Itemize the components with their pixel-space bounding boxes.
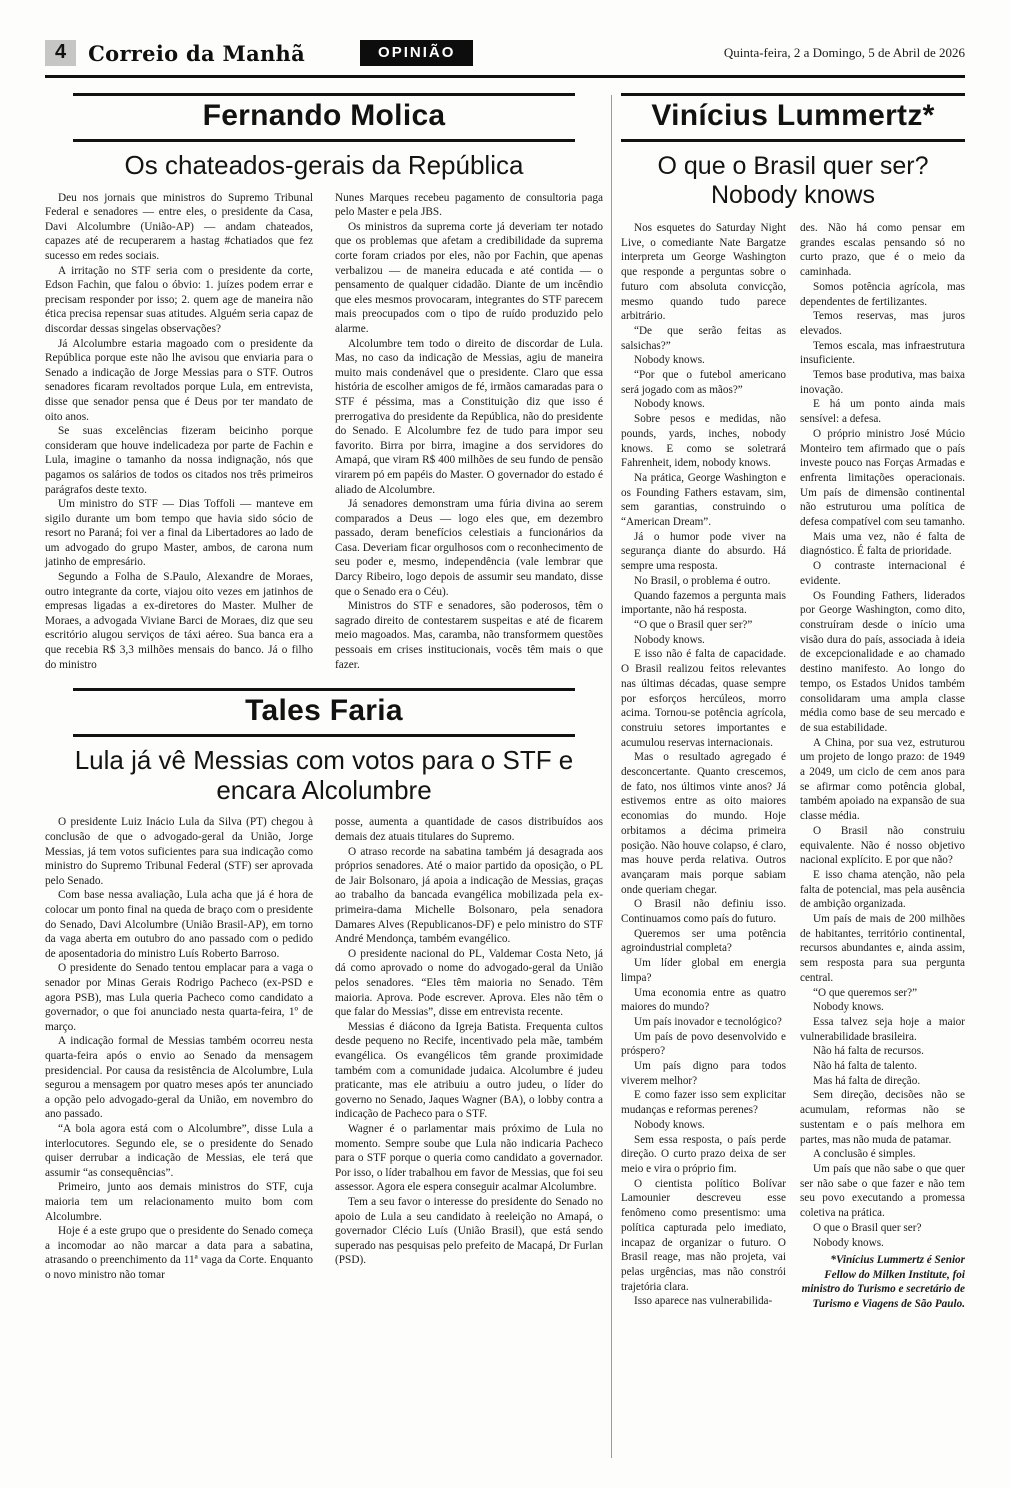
paragraph: Sem direção, decisões não se acumulam, reformas não se sustentam e o país melhora em partes, mas não muda de patamar. (800, 1089, 965, 1146)
page-number (45, 40, 76, 66)
paragraph: Já senadores demonstram uma fúria divina ao serem comparados a Deus — logo eles que, em dezembro passado, deram benefícios celestiais a funcionários da Casa. Deveriam ficar orgulhosos com o reconhecimento de seu poder e, mesmo, independência (vale lembrar que Darcy Ribeiro, logo depois de assumir seu mandato, disse que o Senado era o Céu). (335, 498, 603, 598)
paragraph: Já Alcolumbre estaria magoado com o presidente da República porque este não lhe avisou que enviaria para o Senado a indicação de Jorge Messias para o STF. Outros senadores ficaram revoltados porque Lula, em entrevista, disse que senador pensa que é Deus por ter mandato de oito anos. (45, 337, 313, 423)
paragraph: A conclusão é simples. (813, 1148, 916, 1161)
vertical-divider (611, 95, 612, 1458)
paragraph: Não há falta de talento. (813, 1060, 918, 1073)
body-column-2 (335, 815, 603, 1282)
article-tales-faria (45, 688, 603, 1282)
paragraph: O atraso recorde na sabatina também já desagrada aos próprios senadores. Até o maior partido da oposição, o PL de Jair Bolsonaro, já apoia a indicação de Messias, graças ao trabalho da bancada evangélica mobilizada pela ex-primeira-dama Michelle Bolsonaro, pela senadora Damares Alves (Republicanos-DF) e pelo ministro do STF André Mendonça, também evangélico. (335, 845, 603, 946)
body-column-1 (45, 191, 313, 673)
paragraph: Se suas excelências fizeram beicinho porque consideram que houve indelicadeza por parte de Fachin e Lula, imagine o tamanho da nossa indignação, nós que pagamos os salários de todos os citados nos três primeiros parágrafos deste texto. (45, 425, 313, 496)
paragraph: O que o Brasil quer ser? (813, 1221, 922, 1234)
paragraph: des. Não há como pensar em grandes escalas pensando só no curto prazo, que é o meio da caminhada. (800, 222, 965, 279)
paragraph: “De que serão feitas as salsichas?” (621, 324, 786, 352)
paragraph: O Brasil não definiu isso. Continuamos como país do futuro. (621, 898, 786, 926)
paragraph: Um país que não sabe o que quer ser não sabe o que fazer e não tem seu povo executando a promessa coletiva na prática. (800, 1163, 965, 1220)
paragraph: A indicação formal de Messias também ocorreu nesta quarta-feira após o envio ao Senado da mensagem presidencial. Por causa da resistência de Alcolumbre, Lula segurou a mensagem por quatro meses após ter anunciado a opção pelo advogado-geral da União, em novembro do ano passado. (45, 1035, 313, 1121)
author-name: Vinícius Lummertz* (651, 99, 935, 132)
paragraph: O contraste internacional é evidente. (800, 560, 965, 587)
paragraph: Já o humor pode viver na segurança diante do absurdo. Há sempre uma resposta. (621, 530, 786, 573)
paragraph: Um líder global em energia limpa? (621, 957, 786, 984)
article-body (45, 191, 603, 673)
paragraph: Temos base produtiva, mas baixa inovação. (800, 369, 965, 396)
paragraph: Uma economia entre as quatro maiores do mundo? (621, 986, 786, 1014)
body-column-2 (800, 221, 965, 1311)
paragraph: Os ministros da suprema corte já deveriam ter notado que os problemas que afetam a credibilidade da suprema corte foram criados por eles, não por Fachin, que apenas verbalizou — de maneira educada e até contida — o pensamento de qualquer cidadão. Diante de um incêndio que eles mesmos provocaram, integrantes do STF parecem mais preocupados com o tipo de ruído produzido pelo alarme. (335, 220, 603, 335)
paragraph: Não há falta de recursos. (813, 1045, 924, 1058)
paragraph: Primeiro, junto aos demais ministros do STF, cuja maioria tem um relacionamento muito bom com Alcolumbre. (45, 1181, 313, 1223)
paragraph: A irritação no STF seria com o presidente da corte, Edson Fachin, que falou o óbvio: 1. juízes podem errar e precisam responder por isso; 2. quem age de maneira não ética precisa repensar suas atitudes. Alguém seria capaz de discordar dessas singelas observações? (45, 264, 313, 335)
section-label: OPINIÃO (360, 40, 473, 66)
paragraph: A China, por sua vez, estruturou um projeto de longo prazo: de 1949 a 2049, um ciclo de cem anos para se afirmar como potência global, também apoiado na expansão de sua classe média. (800, 736, 965, 823)
paragraph: “Por que o futebol americano será jogado com as mãos?” (621, 369, 786, 396)
page-number-text: 4 (55, 41, 67, 63)
paragraph: Essa talvez seja hoje a maior vulnerabilidade brasileira. (800, 1015, 965, 1043)
body-column-1 (45, 815, 313, 1282)
paragraph: O Brasil não construiu equivalente. Não é nosso objetivo nacional explícito. E por que não? (800, 824, 965, 867)
left-column-group (45, 93, 603, 1458)
article-fernando-molica (45, 93, 603, 672)
body-column-2 (335, 191, 603, 673)
paragraph: Hoje é a este grupo que o presidente do Senado começa a incomodar ao não marcar a data para a sabatina, atrasando o preenchimento da 11ª vaga da Corte. Enquanto o novo ministro não tomar (45, 1225, 313, 1281)
paragraph: Temos escala, mas infraestrutura insuficiente. (800, 339, 965, 367)
paragraph: Tem a seu favor o interesse do presidente do Senado no apoio de Lula a seu candidato à reeleição no Amapá, o governador Clécio Luís (União Brasil), que está sendo superado nas pesquisas pelo prefeito de Macapá, Dr Furlan (PSD). (335, 1195, 603, 1267)
author-name: Fernando Molica (202, 99, 446, 132)
article-headline: Lula já vê Messias com votos para o STF e encara Alcolumbre (74, 745, 574, 805)
paragraph: “O que o Brasil quer ser?” (634, 618, 753, 631)
paragraph: Deu nos jornais que ministros do Supremo Tribunal Federal e senadores — entre eles, o presidente da Casa, Davi Alcolumbre (União-AP) — andam chateados, capazes até de recuperarem a hastag #chatiados que fez sucesso em redes sociais. (45, 191, 313, 262)
article-vinicius-lummertz (621, 93, 965, 1311)
body-column-2-text (800, 221, 965, 1250)
paragraph: “O que queremos ser?” (813, 986, 918, 999)
masthead-logo: Correio da Manhã (88, 40, 306, 66)
paragraph: E isso chama atenção, não pela falta de potencial, mas pela ausência de ambição organizada. (800, 868, 965, 911)
paragraph: Nobody knows. (634, 398, 705, 411)
paragraph: Nunes Marques recebeu pagamento de consultoria paga pelo Master e pela JBS. (335, 191, 603, 219)
body-column-1 (621, 221, 786, 1311)
paragraph: No Brasil, o problema é outro. (634, 574, 771, 587)
paragraph: Os Founding Fathers, liderados por George Washington, como dito, construíram desde o início uma visão dura do país, associada à ideia de excepcionalidade e ao chamado destino manifesto. Ao longo do tempo, os Estados Unidos também consolidaram uma ampla classe média como base de seu mercado e de sua estabilidade. (800, 589, 965, 734)
paragraph: Com base nessa avaliação, Lula acha que já é hora de colocar um ponto final na queda de braço com o presidente do Senado, Davi Alcolumbre (União Brasil-AP), em torno da vaga aberta em outubro do ano passado com o pedido de aposentadoria do ministro Luís Roberto Barroso. (45, 889, 313, 960)
paragraph: Nobody knows. (634, 1118, 705, 1131)
paragraph: Um país de povo desenvolvido e próspero? (621, 1030, 786, 1058)
article-body (621, 221, 965, 1311)
paragraph: Mas há falta de direção. (813, 1074, 921, 1087)
paragraph: Messias é diácono da Igreja Batista. Frequenta cultos desde pequeno no Recife, incentivado pela mãe, também evangélica. Os evangélicos têm grande proximidade também com a comunidade judaica. Alcolumbre é judeu praticante, mas ele atribuiu a outro judeu, o líder do governo no Senado, Jaques Wagner (BA), o lobby contra a indicação de Pacheco para o STF. (335, 1020, 603, 1121)
paragraph: Sem essa resposta, o país perde direção. O curto prazo deixa de ser meio e vira o próprio fim. (621, 1133, 786, 1175)
paragraph: Somos potência agrícola, mas dependentes de fertilizantes. (800, 280, 965, 308)
paragraph: Quando fazemos a pergunta mais importante, não há resposta. (621, 589, 786, 617)
paragraph: Um país inovador e tecnológico? (634, 1015, 782, 1028)
paragraph: Ministros do STF e senadores, são poderosos, têm o sagrado direito de contestarem suspeitas e até de ficarem meio magoados. Mas, caramba, não transformem questões pessoais em crises institucionais, vocês têm mais o que fazer. (335, 600, 603, 671)
edition-date: Quinta-feira, 2 a Domingo, 5 de Abril de 2026 (723, 45, 965, 60)
paragraph: Mas o resultado agregado é desconcertante. Quanto crescemos, de fato, nos últimos vinte anos? Já estivemos entre as oito maiores economias do mundo. Hoje orbitamos a décima primeira posição. Não houve colapso, é claro, mas houve perda relativa. Outros avançaram mais porque sabiam onde queriam chegar. (621, 751, 786, 896)
paragraph: Nobody knows. (634, 354, 705, 367)
paragraph: Wagner é o parlamentar mais próximo de Lula no momento. Sempre soube que Lula não indicaria Pacheco para o STF porque o queria como candidato a governador. Por isso, o líder trabalhou em favor de Messias, que foi seu assessor. Agora ele espera conseguir acalmar Alcolumbre. (335, 1122, 603, 1194)
paragraph: posse, aumenta a quantidade de casos distribuídos aos demais dez atuais titulares do Supremo. (335, 816, 603, 844)
paragraph: O próprio ministro José Múcio Monteiro tem afirmado que o país investe pouco nas Forças Armadas e enfrenta limitações operacionais. Um país de dimensão continental não estruturou uma política de defesa compatível com seu tamanho. (800, 427, 965, 529)
paragraph: Mais uma vez, não é falta de diagnóstico. É falta de prioridade. (800, 530, 965, 558)
divider (621, 139, 965, 142)
article-body (45, 815, 603, 1282)
paragraph: O cientista político Bolívar Lamounier descreveu esse fenômeno como presentismo: uma política capturada pelo imediato, incapaz de organizar o futuro. O Brasil reage, mas não projeta, vai pelas urgências, mas não constrói trajetória clara. (621, 1177, 786, 1293)
paragraph: Isso aparece nas vulnerabilida- (634, 1295, 773, 1308)
page-header (45, 40, 965, 78)
article-headline: Os chateados-gerais da República (124, 150, 524, 180)
paragraph: “A bola agora está com o Alcolumbre”, disse Lula a interlocutores. Segundo ele, se o presidente do Senado quiser derrubar a indicação de Messias, ele terá que assumir “as consequências”. (45, 1122, 313, 1179)
paragraph: Um país digno para todos viverem melhor? (621, 1060, 786, 1087)
paragraph: Na prática, George Washington e os Founding Fathers estavam, sim, sem garantias, construindo o “American Dream”. (621, 471, 786, 529)
right-column-group (621, 93, 965, 1458)
author-name: Tales Faria (245, 694, 403, 728)
page-content (45, 93, 965, 1458)
paragraph: Temos reservas, mas juros elevados. (800, 310, 965, 337)
paragraph: Queremos ser uma potência agroindustrial completa? (621, 927, 786, 955)
paragraph: Nobody knows. (813, 1236, 884, 1249)
paragraph: Segundo a Folha de S.Paulo, Alexandre de Moraes, outro integrante da corte, viajou oito vezes em jatinhos de empresas ligadas a ex-diretores do Master. Mulher de Moraes, a advogada Viviane Barci de Moraes, diz que seu escritório alugou serviços de táxi aéreo. Sua banca era a que recebia R$ 3,3 milhões mensais do banco. Já o filho do ministro (45, 571, 313, 671)
paragraph: Um ministro do STF — Dias Toffoli — manteve em sigilo durante um bom tempo que havia sido sócio de resort no Paraná; foi ver a final da Libertadores ao lado de um advogado do grupo Master, ambos, de carona num jatinho de empresário. (45, 498, 313, 569)
paragraph: Sobre pesos e medidas, não pounds, yards, inches, nobody knows. E como se soletrará Fahrenheit, idem, nobody knows. (621, 413, 786, 470)
paragraph: O presidente do Senado tentou emplacar para a vaga o senador por Minas Gerais Rodrigo Pacheco (ex-PSD e agora PSB), mas Lula queria Pacheco como candidato a governador, o que foi anunciado nesta quarta-feira, 1º de março. (45, 962, 313, 1033)
paragraph: O presidente Luiz Inácio Lula da Silva (PT) chegou à conclusão de que o advogado-geral da União, Jorge Messias, já tem votos suficientes para sua indicação como ministro do Supremo Tribunal Federal (STF) ser aprovada pelo Senado. (45, 816, 313, 887)
paragraph: Nobody knows. (634, 633, 705, 646)
paragraph: E isso não é falta de capacidade. O Brasil realizou feitos relevantes nas últimas décadas, quase sempre por esforços hercúleos, morro acima. Tornou-se potência agrícola, construiu setores importantes e acumulou reservas internacionais. (621, 648, 786, 749)
article-headline: O que o Brasil quer ser? Nobody knows (657, 152, 929, 209)
divider (73, 139, 575, 142)
paragraph: Um país de mais de 200 milhões de habitantes, território continental, recursos abundantes e, ainda assim, sem resposta para sua pergunta central. (800, 913, 965, 984)
paragraph: Alcolumbre tem todo o direito de discordar de Lula. Mas, no caso da indicação de Messias, agiu de maneira muito mais condenável que o presidente. Claro que essa história de escolher amigos de fé, irmãos camaradas para o STF é péssima, mas a Constituição diz que isso é prerrogativa do presidente da República, não do presidente do Senado. E Alcolumbre fez de tudo para impor seu favorito. Birra por birra, imagine a dos servidores do Amapá, que viram R$ 400 milhões de seu fundo de pensão virarem pó em papéis do Master. O governador do estado é aliado de Alcolumbre. (335, 337, 603, 496)
author-footnote: *Vinícius Lummertz é Senior Fellow do Milken Institute, foi ministro do Turismo e secretário de Turismo e Viagens de São Paulo. (801, 1254, 965, 1310)
divider (73, 734, 575, 737)
paragraph: Nobody knows. (813, 1001, 884, 1014)
paragraph: E como fazer isso sem explicitar mudanças e reformas perenes? (621, 1089, 786, 1117)
paragraph: Nos esquetes do Saturday Night Live, o comediante Nate Bargatze interpreta um George Washington que responde a perguntas sobre o futuro com absoluta convicção, mesmo quando tudo parece arbitrário. (621, 222, 786, 323)
paragraph: E há um ponto ainda mais sensível: a defesa. (800, 398, 965, 426)
paragraph: O presidente nacional do PL, Valdemar Costa Neto, já dá como aprovado o nome do advogado-geral da União pelos senadores. “Eles têm maioria no Senado. Têm maioria. Aprova. Pode escrever. Aprova. Eles não têm o que falar do Messias”, disse em entrevista recente. (335, 947, 603, 1019)
